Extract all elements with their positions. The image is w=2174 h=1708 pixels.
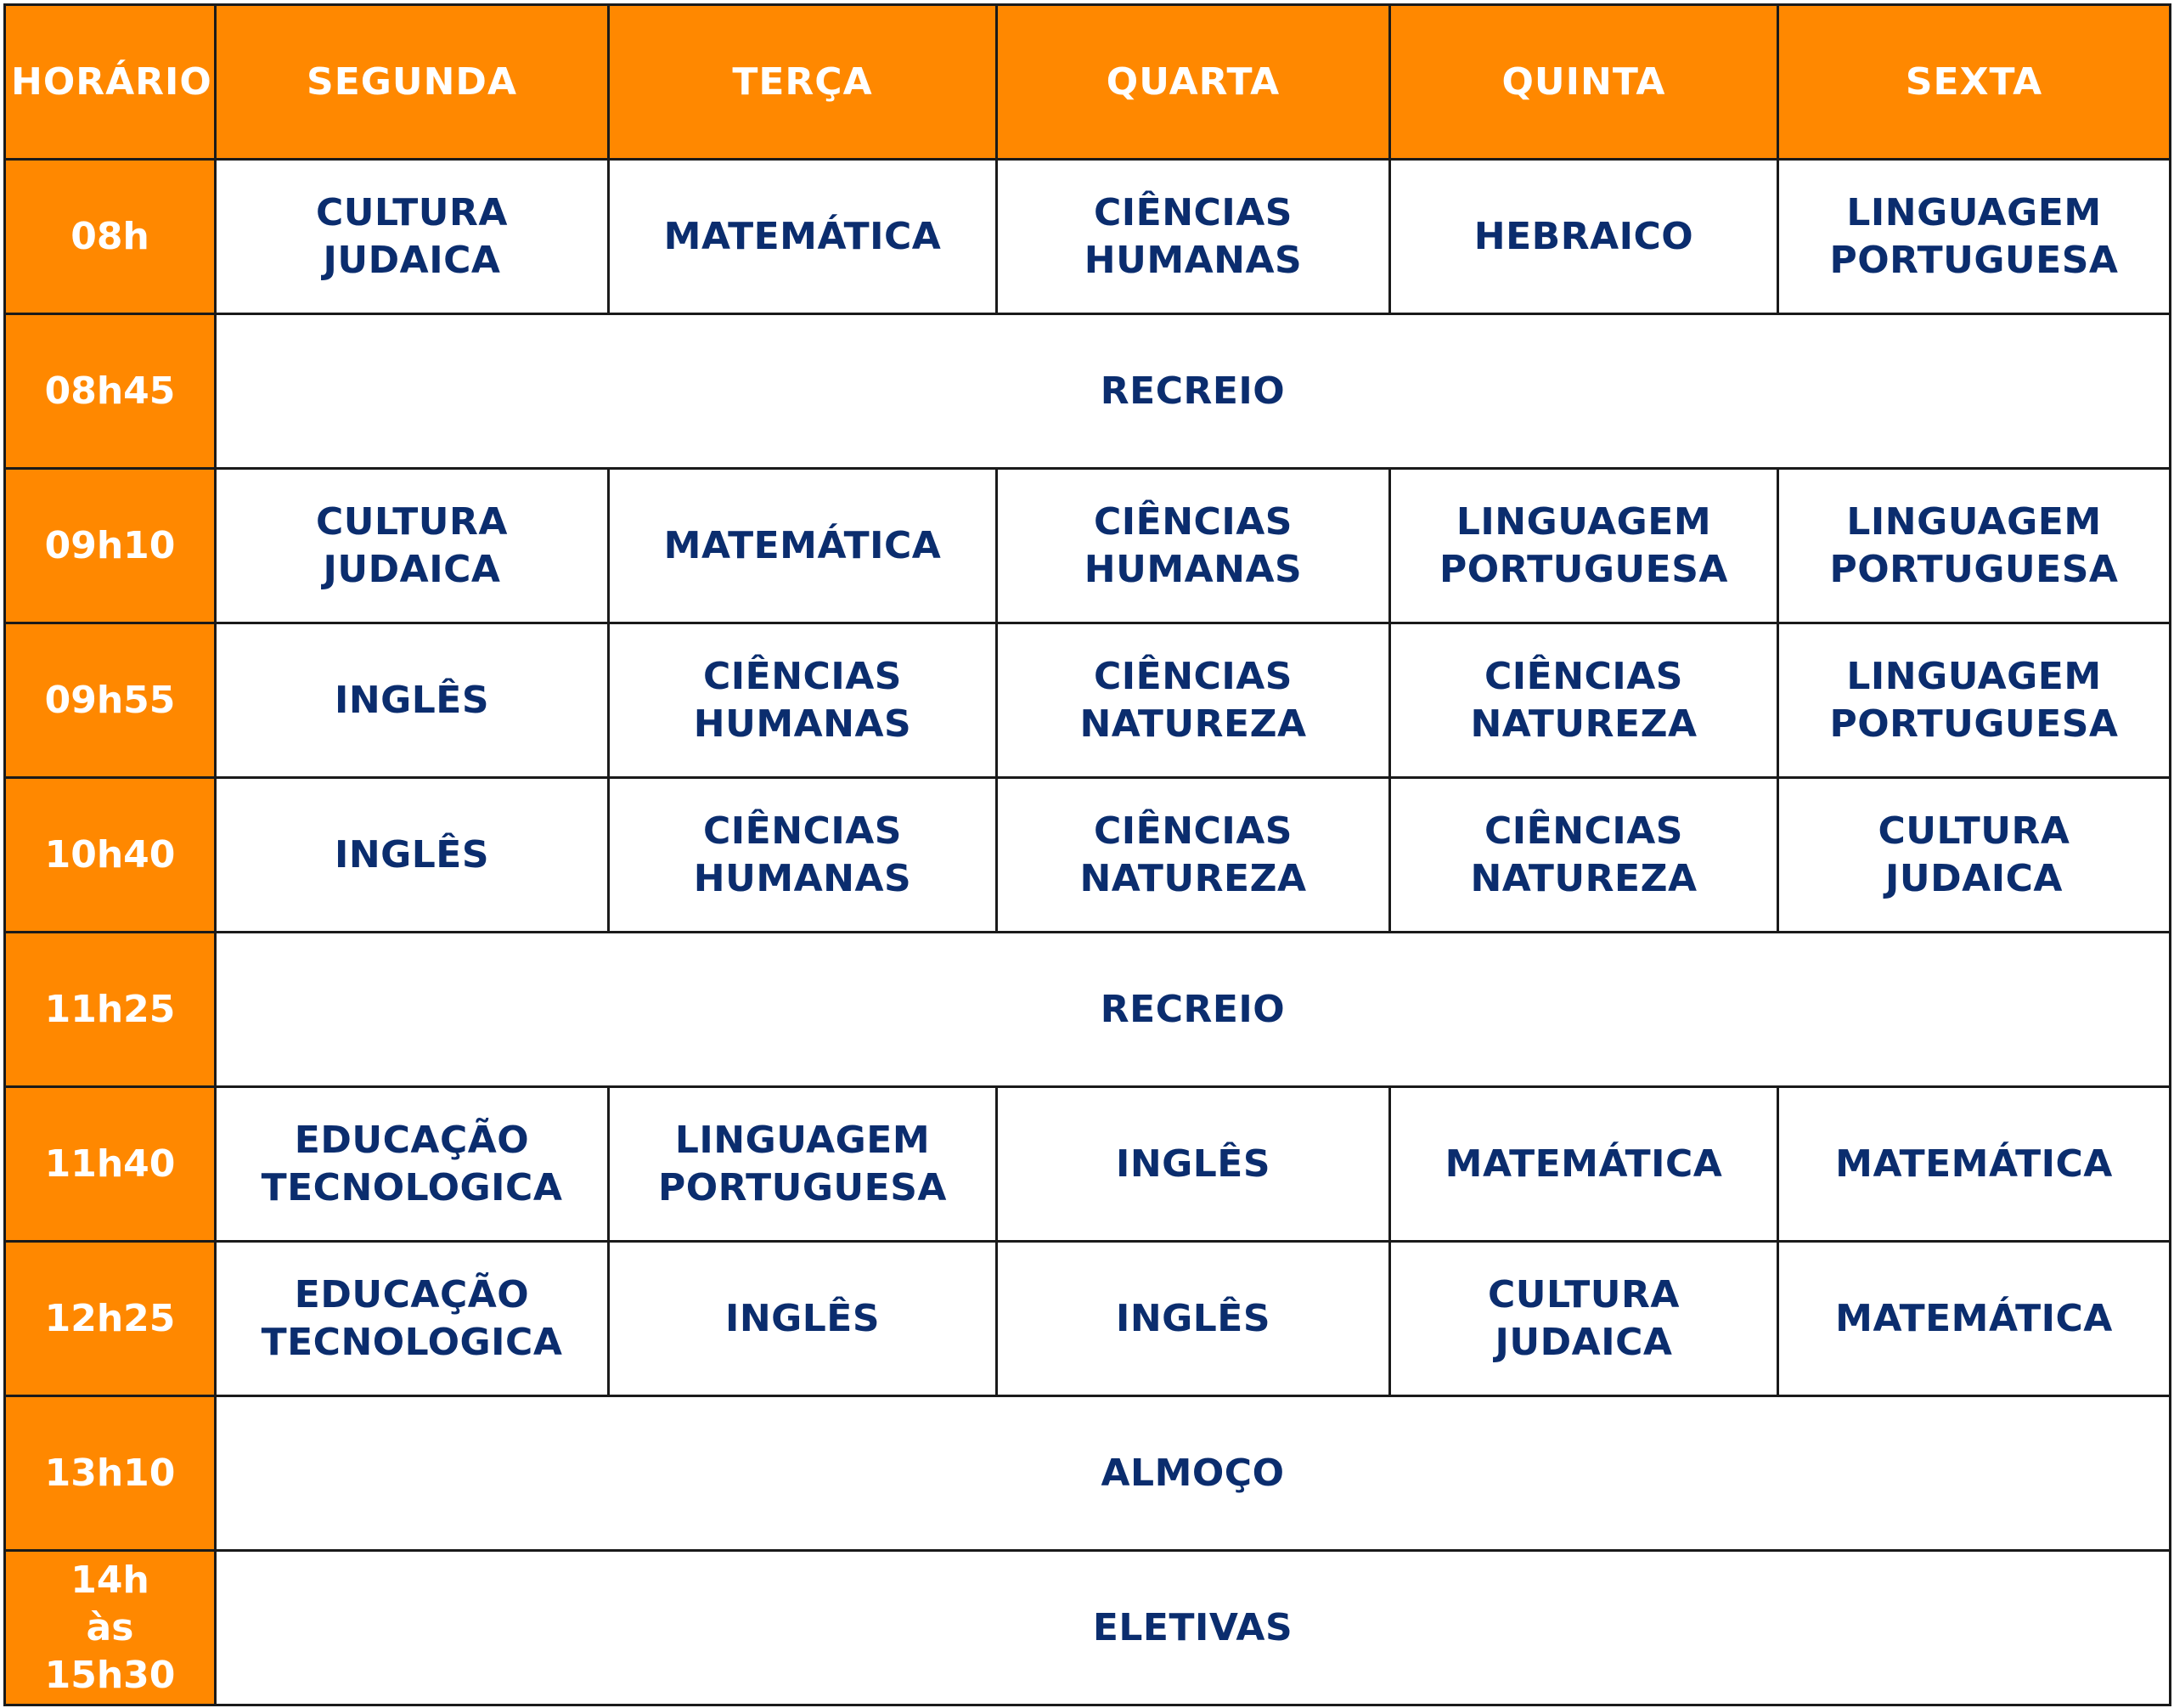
subject-line: JUDAICA — [323, 238, 501, 282]
subject-line: LINGUAGEM — [1846, 654, 2102, 698]
subject-line: CULTURA — [316, 190, 508, 234]
subject-line: PORTUGUESA — [1829, 702, 2119, 746]
subject-line: EDUCAÇÃO — [294, 1272, 530, 1316]
subject-line: JUDAICA — [1885, 856, 2063, 900]
subject-line: NATUREZA — [1079, 856, 1307, 900]
schedule-row — [5, 1396, 2171, 1551]
schedule-row — [5, 933, 2171, 1087]
subject-line: LINGUAGEM — [1846, 190, 2102, 234]
subject-line: INGLÊS — [334, 832, 490, 877]
time-cell: 11h40 — [5, 1087, 216, 1242]
schedule-row — [5, 314, 2171, 469]
subject-cell — [1778, 160, 2171, 314]
subject-line: INGLÊS — [1115, 1141, 1271, 1186]
time-line: 14h — [70, 1558, 149, 1602]
subject-line: MATEMÁTICA — [663, 214, 942, 258]
class-schedule-table — [3, 3, 2171, 1706]
subject-cell — [609, 1087, 997, 1242]
break-cell: ALMOÇO — [216, 1396, 2171, 1551]
schedule-row — [5, 1242, 2171, 1396]
break-cell: ELETIVAS — [216, 1551, 2171, 1705]
subject-line: HUMANAS — [693, 702, 912, 746]
subject-line: INGLÊS — [724, 1296, 881, 1340]
header-day-thursday: QUINTA — [1390, 5, 1778, 160]
time-cell: 11h25 — [5, 933, 216, 1087]
time-cell: 08h — [5, 160, 216, 314]
subject-cell — [609, 469, 997, 623]
schedule-body — [5, 160, 2171, 1705]
subject-cell — [1778, 469, 2171, 623]
subject-line: HUMANAS — [693, 856, 912, 900]
subject-line: PORTUGUESA — [658, 1165, 947, 1209]
subject-line: INGLÊS — [334, 678, 490, 722]
subject-line: MATEMÁTICA — [1835, 1141, 2113, 1186]
subject-cell — [1778, 623, 2171, 778]
subject-line: NATUREZA — [1470, 702, 1698, 746]
subject-line: HUMANAS — [1084, 547, 1303, 591]
subject-cell — [997, 1087, 1390, 1242]
schedule-row — [5, 1551, 2171, 1705]
time-cell: 09h10 — [5, 469, 216, 623]
subject-line: PORTUGUESA — [1439, 547, 1728, 591]
subject-cell — [1778, 778, 2171, 933]
time-cell: 12h25 — [5, 1242, 216, 1396]
time-cell — [5, 1551, 216, 1705]
subject-line: LINGUAGEM — [1456, 499, 1712, 544]
subject-line: NATUREZA — [1470, 856, 1698, 900]
schedule-row — [5, 160, 2171, 314]
header-day-monday: SEGUNDA — [216, 5, 609, 160]
schedule-row — [5, 469, 2171, 623]
subject-line: EDUCAÇÃO — [294, 1118, 530, 1162]
subject-cell — [216, 469, 609, 623]
subject-line: CIÊNCIAS — [1484, 809, 1683, 853]
subject-line: HEBRAICO — [1473, 214, 1694, 258]
subject-cell — [216, 160, 609, 314]
time-cell: 10h40 — [5, 778, 216, 933]
subject-line: CIÊNCIAS — [1094, 809, 1293, 853]
subject-line: PORTUGUESA — [1829, 547, 2119, 591]
subject-cell — [1390, 778, 1778, 933]
time-cell: 08h45 — [5, 314, 216, 469]
subject-cell — [216, 623, 609, 778]
header-day-friday: SEXTA — [1778, 5, 2171, 160]
break-cell: RECREIO — [216, 314, 2171, 469]
subject-line: JUDAICA — [323, 547, 501, 591]
time-line: 15h30 — [44, 1653, 176, 1697]
subject-line: TECNOLOGICA — [261, 1320, 563, 1364]
subject-cell — [997, 160, 1390, 314]
time-line: às — [86, 1605, 134, 1649]
subject-line: CIÊNCIAS — [703, 809, 902, 853]
subject-line: JUDAICA — [1495, 1320, 1673, 1364]
subject-cell — [216, 1242, 609, 1396]
subject-cell — [1390, 469, 1778, 623]
subject-line: CIÊNCIAS — [703, 654, 902, 698]
subject-line: LINGUAGEM — [1846, 499, 2102, 544]
subject-line: MATEMÁTICA — [1835, 1296, 2113, 1340]
subject-cell — [1390, 160, 1778, 314]
subject-line: CULTURA — [1878, 809, 2070, 853]
time-cell: 09h55 — [5, 623, 216, 778]
subject-cell — [997, 778, 1390, 933]
subject-line: CIÊNCIAS — [1094, 654, 1293, 698]
schedule-row — [5, 623, 2171, 778]
break-cell: RECREIO — [216, 933, 2171, 1087]
subject-line: LINGUAGEM — [674, 1118, 931, 1162]
subject-cell — [1778, 1242, 2171, 1396]
subject-cell — [1390, 1242, 1778, 1396]
subject-line: PORTUGUESA — [1829, 238, 2119, 282]
subject-cell — [216, 1087, 609, 1242]
subject-line: INGLÊS — [1115, 1296, 1271, 1340]
schedule-row — [5, 1087, 2171, 1242]
header-day-wednesday: QUARTA — [997, 5, 1390, 160]
subject-line: CULTURA — [316, 499, 508, 544]
subject-line: CIÊNCIAS — [1094, 499, 1293, 544]
subject-line: CIÊNCIAS — [1484, 654, 1683, 698]
subject-line: MATEMÁTICA — [663, 523, 942, 567]
subject-cell — [609, 778, 997, 933]
subject-cell — [609, 160, 997, 314]
header-row — [5, 5, 2171, 160]
header-time: HORÁRIO — [5, 5, 216, 160]
subject-cell — [1390, 1087, 1778, 1242]
subject-cell — [997, 469, 1390, 623]
subject-cell — [1390, 623, 1778, 778]
subject-line: NATUREZA — [1079, 702, 1307, 746]
schedule-row — [5, 778, 2171, 933]
subject-line: CULTURA — [1488, 1272, 1680, 1316]
subject-line: HUMANAS — [1084, 238, 1303, 282]
subject-cell — [216, 778, 609, 933]
subject-cell — [997, 623, 1390, 778]
subject-line: CIÊNCIAS — [1094, 190, 1293, 234]
header-day-tuesday: TERÇA — [609, 5, 997, 160]
subject-line: MATEMÁTICA — [1445, 1141, 1723, 1186]
subject-cell — [609, 623, 997, 778]
subject-cell — [609, 1242, 997, 1396]
subject-cell — [1778, 1087, 2171, 1242]
subject-cell — [997, 1242, 1390, 1396]
subject-line: TECNOLOGICA — [261, 1165, 563, 1209]
time-cell: 13h10 — [5, 1396, 216, 1551]
